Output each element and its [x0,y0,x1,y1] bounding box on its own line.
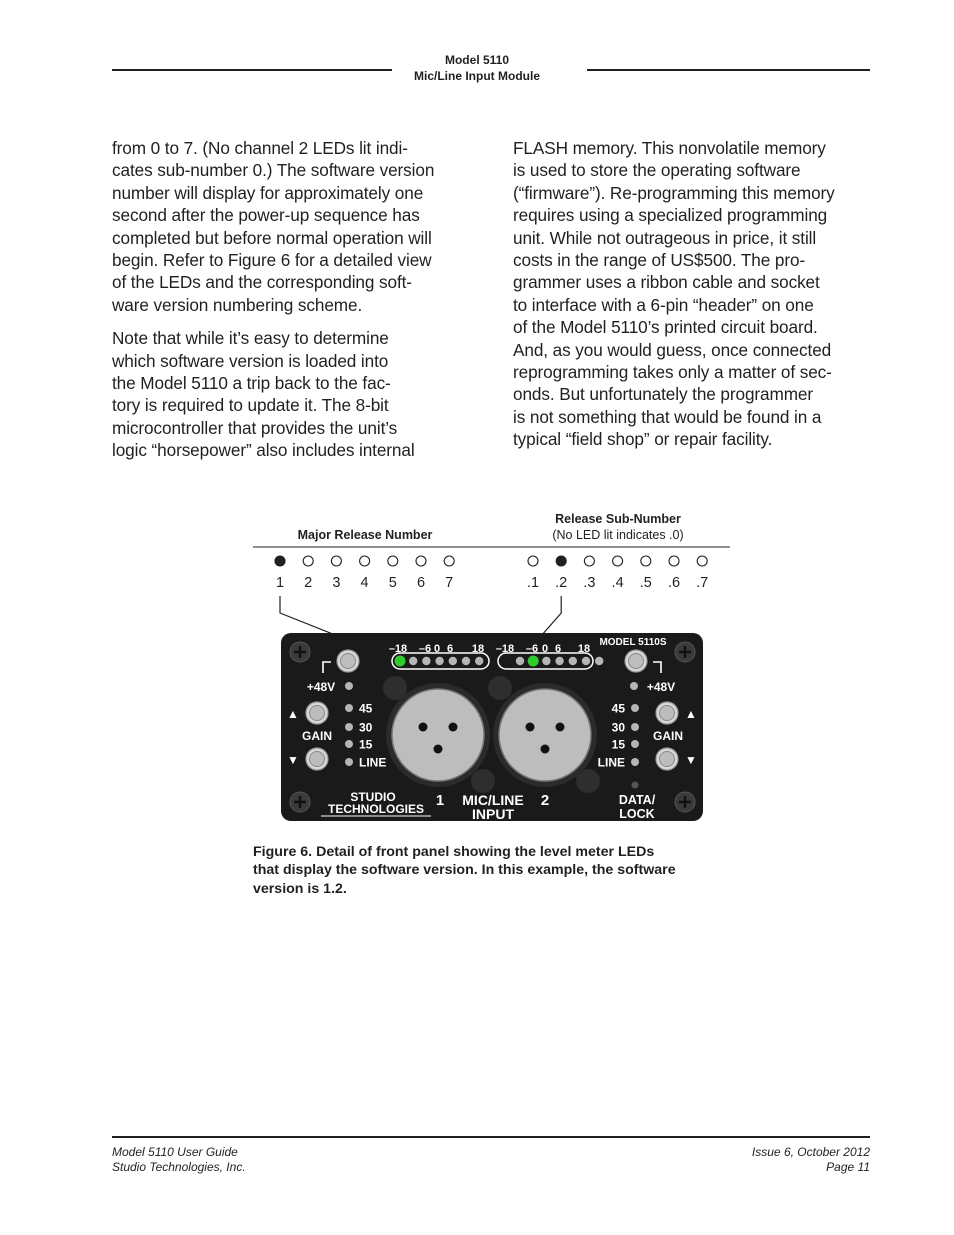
text-line: FLASH memory. This nonvolatile memory [513,138,826,158]
gain-down-arrow-icon: ▼ [287,753,299,767]
gain-step-label-left: 45 [359,701,373,716]
gain-step-label-right: 45 [611,701,625,716]
data-lock-label-1: DATA/ [618,793,656,807]
text-line: of the Model 5110’s printed circuit board. [513,317,818,338]
xlr-pin [434,745,443,754]
major-led-indicator [275,556,285,566]
header-model: Model 5110 [444,53,510,67]
meter-scale-label: 6 [446,643,454,655]
gain-step-label-left: 30 [359,720,373,735]
footer-page: Page 11 [826,1160,870,1174]
meter-led-ch1 [475,657,483,665]
channel-1-label: 1 [435,792,445,809]
gain-up-arrow-icon: ▲ [287,707,299,721]
header-rule-left [112,69,392,71]
meter-scale-label: 6 [554,643,562,655]
text-line: tory is required to update it. The 8-bit [112,395,389,416]
gain-led-right [631,723,639,731]
major-led-indicator [444,556,454,566]
text-line: to interface with a 6-pin “header” on one [513,294,814,315]
text-line: second after the power-up sequence has [112,205,420,226]
input-label-2: INPUT [472,806,514,822]
text-line: is used to store the operating software [513,160,801,181]
xlr-pin [419,723,428,732]
push-button-face [341,654,356,669]
major-number-label: 7 [445,575,454,591]
meter-scale-label: 0 [541,643,549,655]
push-button-face [660,706,675,721]
caption-line: version is 1.2. [253,880,347,897]
data-lock-led [632,782,639,789]
figure-caption [253,843,733,898]
meter-led-ch1 [395,656,406,667]
text-line: the Model 5110 a trip back to the fac- [112,373,391,394]
sub-number-label: .2 [555,575,568,591]
text-line: Note that while it’s easy to determine [112,328,389,349]
text-line: is not something that would be found in a [513,406,822,427]
header-subtitle: Mic/Line Input Module [414,69,540,83]
meter-led-ch2 [595,657,603,665]
body-column-right [513,137,873,462]
gain-led-left [345,740,353,748]
major-led-indicator [303,556,313,566]
sub-number-label: .4 [611,575,624,591]
footer-right [752,1145,870,1175]
text-line: reprogramming takes only a matter of sec- [513,362,832,383]
meter-scale-label: 18 [577,643,591,655]
gain-led-left [345,723,353,731]
text-line: (“firmware”). Re-programming this memory [513,182,835,203]
major-number-label: 6 [416,575,426,591]
major-led-indicator [360,556,370,566]
model-label: MODEL 5110S [599,637,667,648]
meter-led-ch2 [555,657,563,665]
gain-led-left [345,704,353,712]
xlr-connector [392,689,484,781]
major-number-label: 2 [304,575,313,591]
phantom-led-left [345,682,353,690]
text-line: logic “horsepower” also includes internal [112,440,415,461]
text-line: ware version numbering scheme. [112,294,363,315]
gain-up-arrow-icon: ▲ [685,707,697,721]
gain-led-left [345,758,353,766]
text-line: requires using a specialized programming [513,205,828,226]
meter-led-ch1 [449,657,457,665]
gain-step-label-right: 15 [611,737,625,752]
page-header [0,52,954,84]
footer-rule [112,1136,870,1138]
meter-led-ch2 [582,657,590,665]
text-line: which software version is loaded into [112,350,389,371]
text-line: begin. Refer to Figure 6 for a detailed view [112,250,432,271]
gain-led-right [631,758,639,766]
xlr-pin [526,723,535,732]
push-button-face [629,654,644,669]
sub-led-indicator [669,556,679,566]
text-line: from 0 to 7. (No channel 2 LEDs lit indi- [112,138,408,158]
front-panel-diagram [250,505,735,830]
sub-release-label: Release Sub-Number [555,512,681,526]
data-lock-label-2: LOCK [619,807,655,821]
sub-number-label: .1 [526,575,540,591]
xlr-pin [556,723,565,732]
footer-company: Studio Technologies, Inc. [112,1160,246,1174]
text-line: of the LEDs and the corresponding soft- [112,272,412,293]
sub-led-indicator [697,556,707,566]
text-line: cates sub-number 0.) The software version [112,160,435,181]
sub-led-indicator [528,556,538,566]
phantom-led-right [630,682,638,690]
text-line: And, as you would guess, once connected [513,339,832,360]
sub-led-indicator [613,556,623,566]
major-number-label: 5 [388,575,397,591]
gain-down-arrow-icon: ▼ [685,753,697,767]
sub-number-label: .5 [639,575,652,591]
text-line: number will display for approximately one [112,182,424,203]
brand-name-1: STUDIO [350,790,396,804]
figure-6 [250,505,735,830]
major-led-indicator [416,556,426,566]
phantom-label-right: +48V [646,680,676,694]
push-button-face [660,752,675,767]
meter-scale-label: 0 [433,643,441,655]
paragraph [112,137,472,316]
phantom-label-left: +48V [306,680,336,694]
input-label-1: MIC/LINE [462,792,524,808]
sub-number-label: .3 [583,575,596,591]
xlr-latch-hole [488,676,512,700]
footer-issue: Issue 6, October 2012 [751,1145,870,1159]
text-line: costs in the range of US$500. The pro- [513,250,806,271]
sub-led-indicator [584,556,594,566]
meter-led-ch2 [528,656,539,667]
footer-guide-title: Model 5110 User Guide [112,1145,238,1159]
channel-2-label: 2 [540,792,550,809]
header-rule-right [587,69,870,71]
xlr-pin [541,745,550,754]
text-line: grammer uses a ribbon cable and socket [513,272,820,293]
text-line: typical “field shop” or repair facility. [513,429,773,450]
gain-label-right: GAIN [653,729,683,743]
caption-line: Figure 6. Detail of front panel showing the level meter LEDs [253,844,655,860]
meter-led-ch2 [542,657,550,665]
sub-number-label: .7 [696,575,709,591]
xlr-connector [499,689,591,781]
text-line: microcontroller that provides the unit’s [112,417,398,438]
sub-number-label: .6 [667,575,681,591]
caption-line: that display the software version. In this example, the software [253,862,676,879]
text-line: onds. But unfortunately the programmer [513,384,814,405]
sub-led-indicator [641,556,651,566]
footer-left [112,1145,246,1175]
gain-step-label-left: LINE [359,755,387,770]
text-line: completed but before normal operation will [112,227,432,248]
meter-scale-label: –6 [525,643,539,655]
text-line: unit. While not outrageous in price, it still [513,227,817,248]
gain-led-right [631,740,639,748]
major-number-label: 1 [275,575,285,591]
major-number-label: 4 [360,575,369,591]
meter-led-ch2 [516,657,524,665]
meter-scale-label: –18 [495,643,515,655]
brand-name-2: TECHNOLOGIES [327,802,425,816]
meter-scale-label: –6 [418,643,432,655]
gain-step-label-left: 15 [359,737,373,752]
gain-label-left: GAIN [302,729,332,743]
sub-led-indicator [556,556,566,566]
gain-step-label-right: LINE [597,755,625,770]
xlr-pin [449,723,458,732]
xlr-latch-hole [471,769,495,793]
gain-step-label-right: 30 [611,720,625,735]
push-button-face [310,706,325,721]
meter-led-ch1 [422,657,430,665]
paragraph [513,137,873,451]
push-button-face [310,752,325,767]
meter-scale-label: 18 [471,643,485,655]
meter-led-ch1 [409,657,417,665]
major-number-label: 3 [332,575,341,591]
meter-scale-label: –18 [388,643,408,655]
gain-led-right [631,704,639,712]
meter-led-ch1 [462,657,470,665]
paragraph [112,327,472,461]
meter-led-ch1 [435,657,443,665]
major-led-indicator [388,556,398,566]
body-column-left [112,137,472,473]
sub-release-note: (No LED lit indicates .0) [552,528,684,542]
meter-led-ch2 [569,657,577,665]
major-release-label: Major Release Number [297,528,433,542]
major-led-indicator [331,556,341,566]
